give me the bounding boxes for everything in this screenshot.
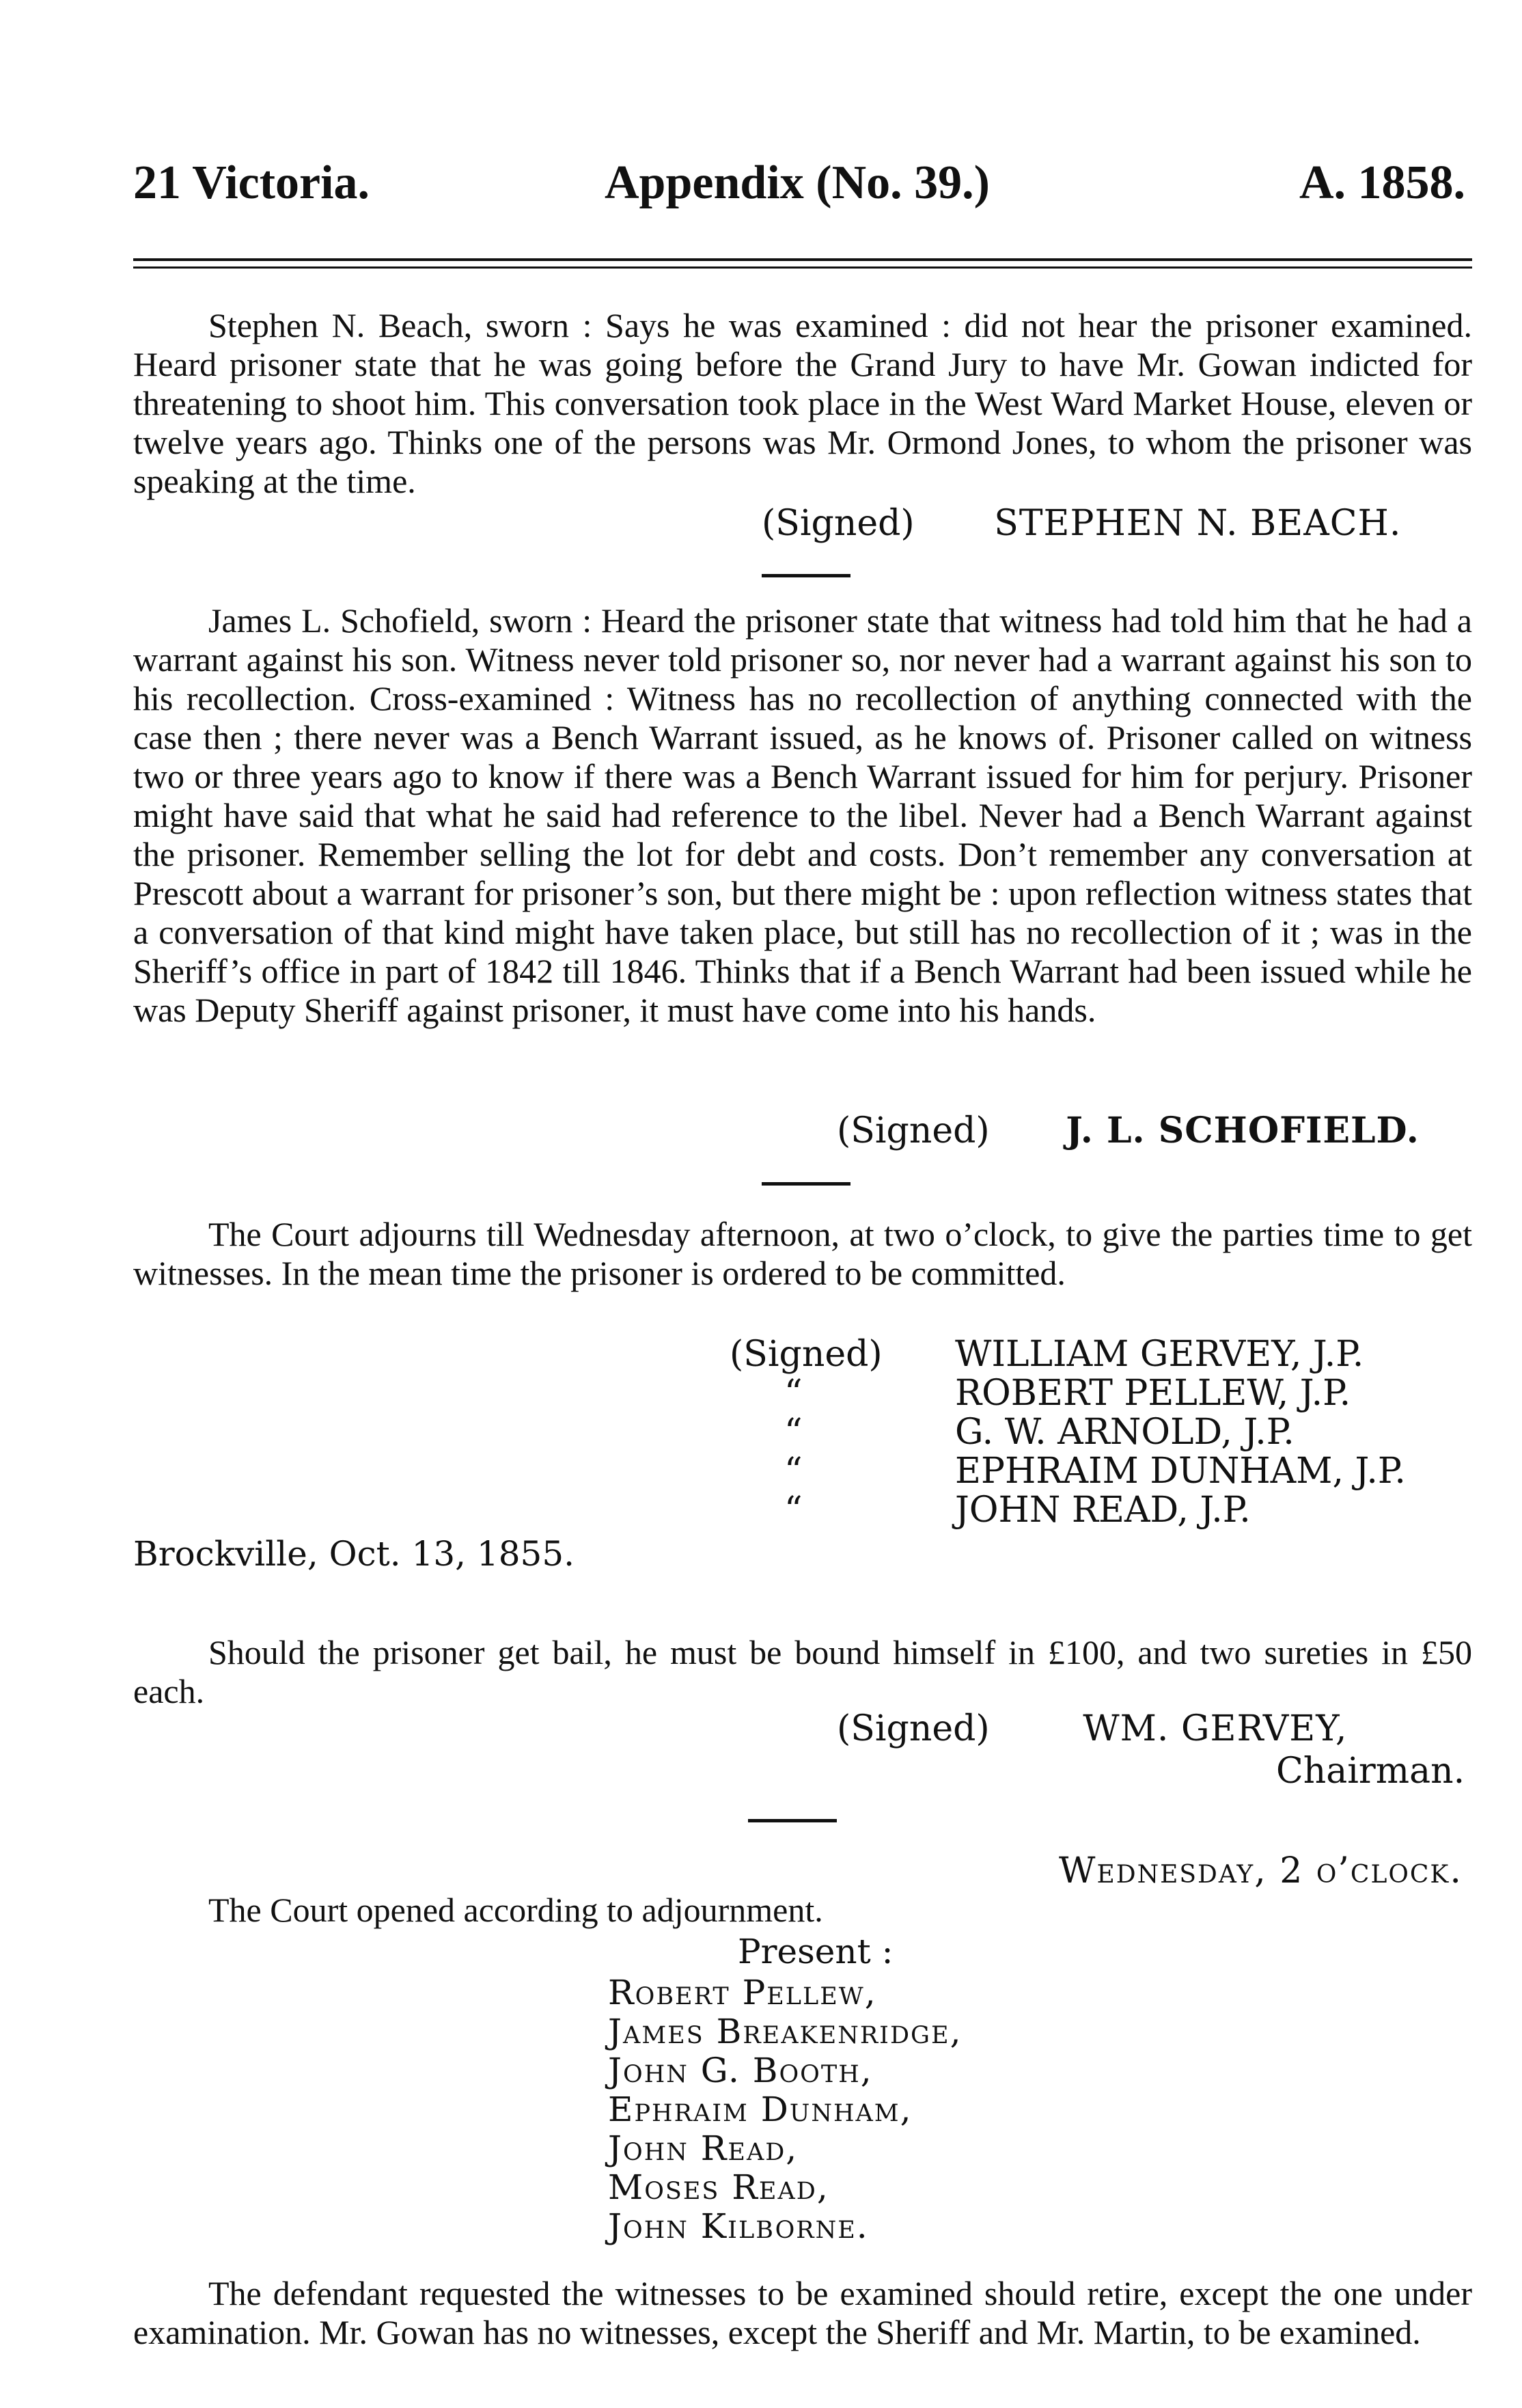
- header-session: 21 Victoria.: [133, 156, 370, 209]
- ditto-mark: “: [784, 1490, 803, 1531]
- defendant-request: [133, 2274, 1472, 2352]
- signed-label: (Signed): [730, 1334, 883, 1375]
- testimony-beach: [133, 306, 1472, 501]
- signature-chairman: [837, 1708, 1347, 1749]
- testimony-schofield: [133, 601, 1472, 1030]
- signatory-name: WM. GERVEY,: [1083, 1708, 1348, 1749]
- adjournment-notice: [133, 1215, 1472, 1293]
- present-justice: Ephraim Dunham,: [608, 2090, 913, 2129]
- page-header: [133, 156, 1465, 217]
- present-justice: Robert Pellew,: [608, 1973, 877, 2012]
- signed-label: (Signed): [762, 503, 915, 544]
- session-time: Wednesday, 2 o’clock.: [1059, 1850, 1463, 1891]
- header-appendix: Appendix (No. 39.): [605, 156, 990, 209]
- present-justice: John Kilborne.: [608, 2206, 869, 2246]
- court-opened-text: The Court opened according to adjournment.: [208, 1891, 823, 1929]
- signature-beach: [762, 503, 1401, 544]
- signatory-name: STEPHEN N. BEACH.: [994, 503, 1402, 544]
- justice-name: EPHRAIM DUNHAM, J.P.: [955, 1451, 1406, 1492]
- ditto-mark: “: [784, 1373, 803, 1414]
- header-rule-top: [133, 258, 1472, 261]
- section-separator: [748, 1819, 837, 1822]
- place-and-date: Brockville, Oct. 13, 1855.: [133, 1534, 575, 1574]
- testimony-schofield-text: James L. Schofield, sworn : Heard the prisoner state that witness had told him that he had a warrant against his son. Witness never told prisoner so, nor never had a warrant against his son to his recollection. Cross-examined : Witness has no recollection of anything connected with the case then ; there never was a Bench Warrant issued, as he knows of. Prisoner called on witness two or three years ago to know if there was a Bench Warrant issued for him for perjury. Prisoner might have said that what he said had reference to the libel. Never had a Bench Warrant against the prisoner. Remember selling the lot for debt and costs. Don’t remember any conversation at Prescott about a warrant for prisoner’s son, but there might be : upon reflection witness states that a conversation of that kind might have taken place, but still has no recollection of it ; was in the Sheriff’s office in part of 1842 till 1846. Thinks that if a Bench Warrant had been issued while he was Deputy Sheriff against prisoner, it must have come into his hands.: [133, 601, 1472, 1029]
- justice-name: JOHN READ, J.P.: [955, 1490, 1251, 1531]
- justice-name: WILLIAM GERVEY, J.P.: [955, 1334, 1364, 1375]
- signatory-name: J. L. SCHOFIELD.: [1066, 1110, 1420, 1151]
- defendant-request-text: The defendant requested the witnesses to be examined should retire, except the one under examination. Mr. Gowan has no witnesses, except the Sheriff and Mr. Martin, to be examined.: [133, 2274, 1472, 2351]
- present-justice: Moses Read,: [608, 2167, 829, 2207]
- section-separator: [762, 574, 850, 577]
- adjournment-text: The Court adjourns till Wednesday afternoon, at two o’clock, to give the parties time to get witnesses. In the mean time the prisoner is ordered to be committed.: [133, 1215, 1472, 1292]
- header-year: A. 1858.: [1299, 156, 1465, 209]
- bail-text: Should the prisoner get bail, he must be bound himself in £100, and two sureties in £50 each.: [133, 1633, 1472, 1710]
- present-label: Present :: [738, 1932, 894, 1971]
- signatory-title: Chairman.: [1276, 1751, 1465, 1792]
- signed-label: (Signed): [837, 1708, 990, 1749]
- ditto-mark: “: [784, 1412, 803, 1453]
- present-justices-list: [608, 1973, 962, 2246]
- justice-name: G. W. ARNOLD, J.P.: [955, 1412, 1295, 1453]
- testimony-beach-text: Stephen N. Beach, sworn : Says he was examined : did not hear the prisoner examined. Heard prisoner state that he was going before the Grand Jury to have Mr. Gowan indicted for threatening to shoot him. This conversation took place in the West Ward Market House, eleven or twelve years ago. Thinks one of the persons was Mr. Ormond Jones, to whom the prisoner was speaking at the time.: [133, 306, 1472, 500]
- signature-schofield: [837, 1110, 1420, 1151]
- header-rule-bottom: [133, 266, 1472, 269]
- court-opened: [133, 1891, 1472, 1930]
- bail-notice: [133, 1633, 1472, 1711]
- justice-name: ROBERT PELLEW, J.P.: [955, 1373, 1351, 1414]
- present-justice: John Read,: [608, 2129, 799, 2168]
- present-justice: James Breakenridge,: [608, 2012, 963, 2051]
- signed-label: (Signed): [837, 1110, 990, 1151]
- section-separator: [762, 1182, 850, 1186]
- ditto-mark: “: [784, 1451, 803, 1492]
- present-justice: John G. Booth,: [608, 2051, 873, 2090]
